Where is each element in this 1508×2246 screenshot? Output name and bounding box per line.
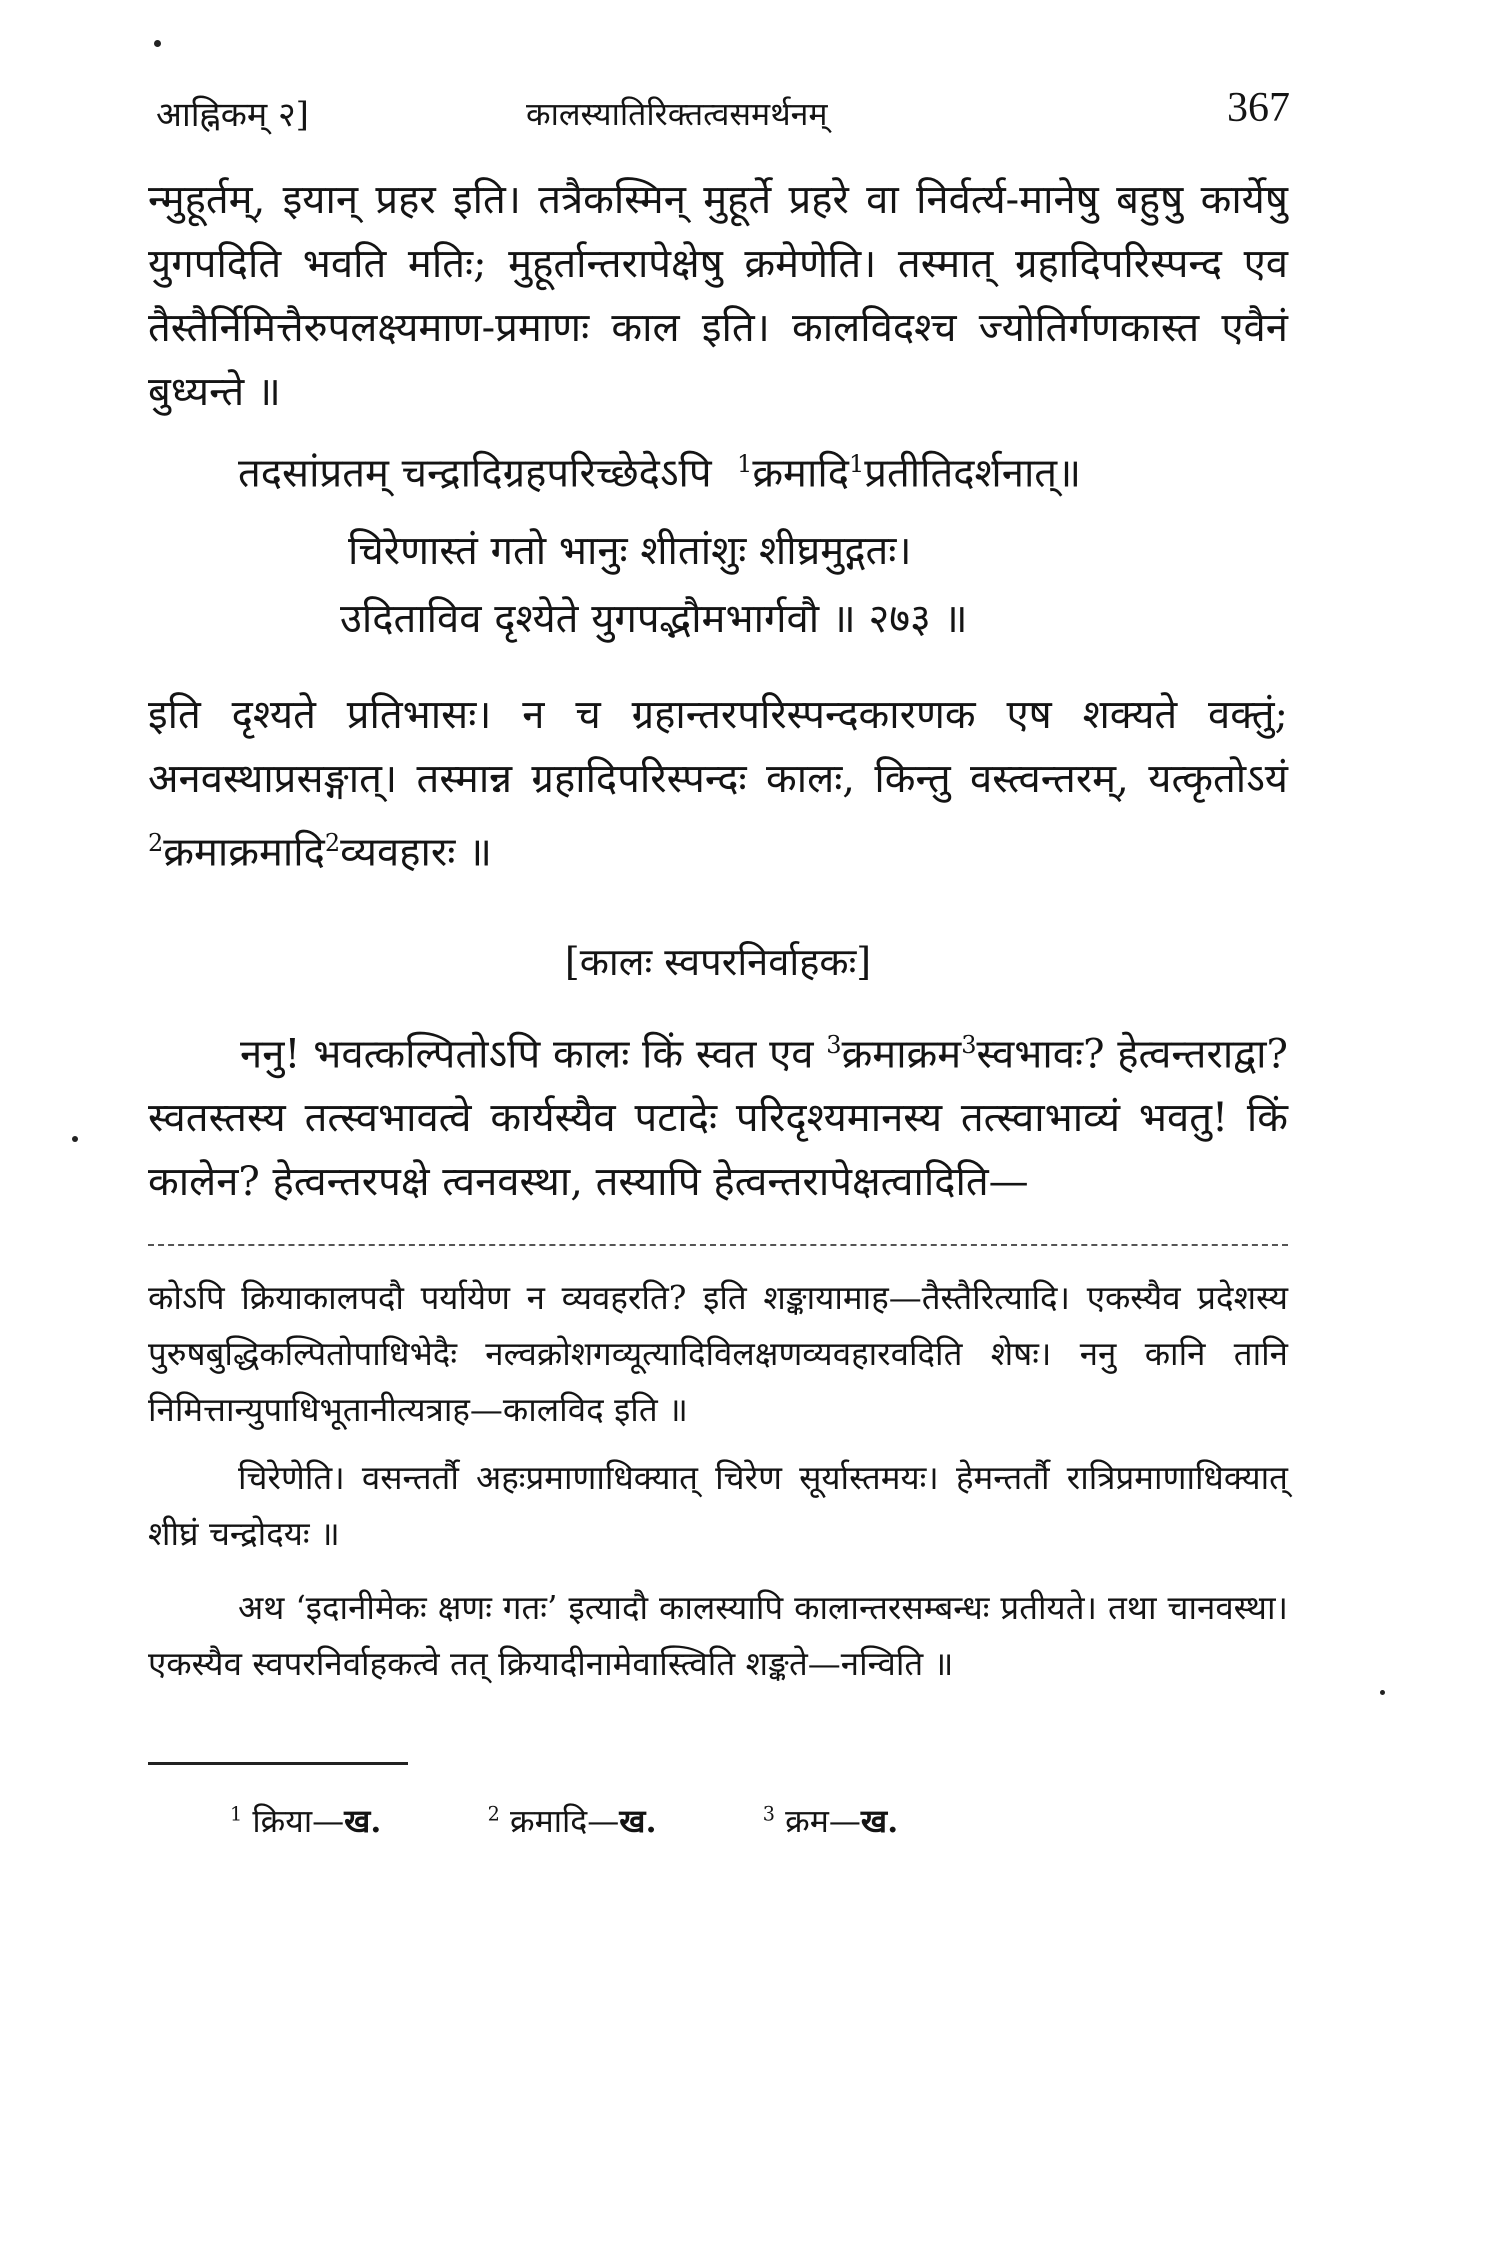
variant-reading: क्रमादि	[752, 450, 849, 497]
main-paragraph-3	[148, 683, 1288, 884]
verse-line-1: चिरेणास्तं गतो भानुः शीतांशुः शीघ्रमुद्गतः।	[348, 528, 912, 575]
text-segment: इति दृश्यते प्रतिभासः। न च ग्रहान्तरपरिस्पन्दकारणक एष शक्यते वक्तुं; अनवस्थाप्रसङ्गात्। तस्मान्न ग्रहादिपरिस्पन्दः कालः, किन्तु वस्त्वन्तरम्, यत्कृतोऽयं	[148, 692, 1288, 803]
text-segment: तदसांप्रतम् चन्द्रादिग्रहपरिच्छेदेऽपि	[238, 450, 712, 497]
variant-reading: क्रमाक्रम	[841, 1030, 962, 1077]
verse-line-2: उदिताविव दृश्येते युगपद्भौमभार्गवौ ॥ २७३ ॥	[340, 596, 968, 643]
footnote-number: 3	[762, 1802, 775, 1826]
running-head	[148, 80, 1288, 140]
footnote-number: 1	[230, 1802, 243, 1826]
text-segment: ननु! भवत्कल्पितोऽपि कालः किं स्वत एव	[240, 1030, 814, 1077]
footnote-number: 2	[487, 1802, 500, 1826]
footnote-rule	[148, 1762, 408, 1765]
footnote-3	[763, 1802, 898, 1840]
commentary	[148, 1270, 1288, 1692]
main-paragraph-1: न्मुहूर्तम्, इयान् प्रहर इति। तत्रैकस्मिन् मुहूर्ते प्रहरे वा निर्वर्त्य-मानेषु बहुषु कार्येषु युगपदिति भवति मतिः; मुहूर्तान्तरापेक्षेषु क्रमेणेति। तस्मात् ग्रहादिपरिस्पन्द एव तैस्तैर्निमित्तैरुपलक्ष्यमाण-प्रमाणः काल इति। कालविदश्च ज्योतिर्गणकास्त एवैनं बुध्यन्ते ॥	[148, 177, 1288, 415]
page-number: 367	[1227, 85, 1290, 131]
text-segment: स्वभावः? हेत्वन्तराद्वा? स्वतस्तस्य तत्स्वभावत्वे कार्यस्यैव पटादेः परिदृश्यमानस्य तत्स्वाभाव्यं भवतु! किं कालेन? हेत्वन्तरपक्षे त्वनवस्था, तस्यापि हेत्वन्तरापेक्षत्वादिति—	[148, 1030, 1288, 1205]
footnote-ref: 2	[324, 829, 341, 858]
chapter-label: आह्निकम् २]	[156, 95, 309, 135]
footnote-2	[488, 1802, 657, 1840]
text-segment: प्रतीतिदर्शनात्॥	[864, 450, 1082, 497]
book-page	[148, 80, 1288, 1842]
scan-speck	[154, 40, 161, 47]
main-paragraph-4	[148, 1013, 1288, 1214]
section-heading: [कालः स्वपरनिर्वाहकः]	[564, 939, 872, 984]
footnote-source: ख.	[344, 1801, 382, 1840]
footnote-source: ख.	[860, 1801, 899, 1840]
footnote-ref: 1	[737, 450, 753, 478]
variant-reading: क्रमाक्रमादि	[163, 829, 325, 876]
commentary-paragraph-1: कोऽपि क्रियाकालपदौ पर्यायेण न व्यवहरति? इति शङ्कायामाह—तैस्तैरित्यादि। एकस्यैव प्रदेशस्य पुरुषबुद्धिकल्पितोपाधिभेदैः नल्वक्रोशगव्यूत्यादिविलक्षणव्यवहारवदिति शेषः। ननु कानि तानि निमित्तान्युपाधिभूतानीत्यत्राह—कालविद इति ॥	[148, 1277, 1288, 1429]
footnote-ref: 2	[148, 829, 164, 858]
text-segment: व्यवहारः ॥	[340, 829, 493, 876]
commentary-paragraph-2: चिरेणेति। वसन्तर्तौ अहःप्रमाणाधिक्यात् चिरेण सूर्यास्तमयः। हेमन्तर्तौ रात्रिप्रमाणाधिक्यात् शीघ्रं चन्द्रोदयः ॥	[148, 1457, 1288, 1553]
commentary-paragraph-3: अथ ‘इदानीमेकः क्षणः गतः’ इत्यादौ कालस्यापि कालान्तरसम्बन्धः प्रतीयते। तथा चानवस्था। एकस्यैव स्वपरनिर्वाहकत्वे तत् क्रियादीनामेवास्त्विति शङ्कते—नन्विति ॥	[148, 1587, 1288, 1683]
verse-block	[148, 517, 1288, 653]
footnotes	[148, 1799, 1288, 1842]
footnote-text: क्रम—	[785, 1801, 861, 1840]
footnote-1	[230, 1802, 381, 1840]
footnote-text: क्रिया—	[252, 1801, 345, 1840]
footnote-text: क्रमादि—	[510, 1801, 620, 1840]
scan-speck	[1380, 1690, 1385, 1695]
scan-speck	[72, 1136, 78, 1142]
footnote-ref: 3	[961, 1030, 977, 1059]
footnote-ref: 3	[826, 1030, 842, 1059]
footnote-ref: 1	[848, 450, 865, 478]
main-text	[148, 168, 1288, 1214]
commentary-divider	[148, 1244, 1288, 1246]
main-paragraph-2	[148, 432, 1288, 505]
section-title: कालस्यातिरिक्तत्वसमर्थनम्	[526, 95, 828, 133]
footnote-source: ख.	[619, 1801, 657, 1840]
